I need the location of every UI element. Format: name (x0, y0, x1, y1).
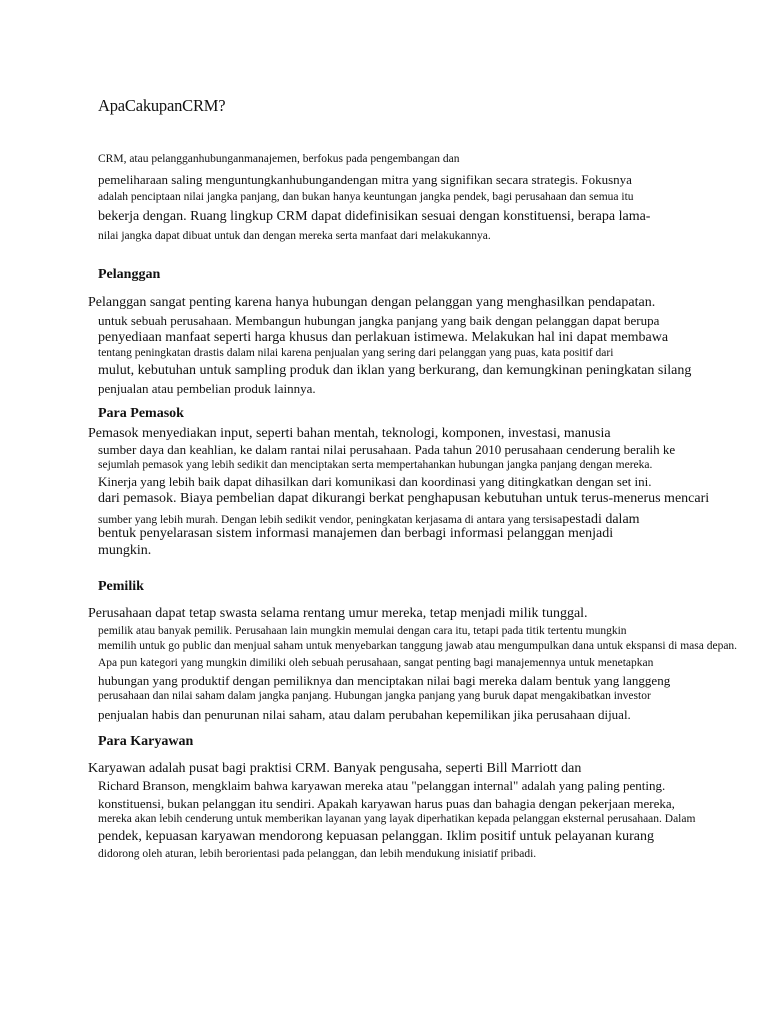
paragraph-line: bentuk penyelarasan sistem informasi manajemen dan berbagi informasi pelanggan menjadi (98, 526, 614, 541)
paragraph-line: hubungan yang produktif dengan pemiliknya dan menciptakan nilai bagi mereka dalam bentuk yang langgeng (98, 673, 671, 688)
paragraph-line: Richard Branson, mengklaim bahwa karyawan mereka atau "pelanggan internal" adalah yang paling penting. (98, 778, 666, 793)
paragraph-line-part: sumber yang lebih murah. Dengan lebih sedikit vendor, peningkatan kerjasama di antara yang tersisa (98, 514, 563, 526)
paragraph-line (98, 511, 640, 527)
paragraph-line: mulut, kebutuhan untuk sampling produk dan iklan yang berkurang, dan kemungkinan peningkatan silang (98, 363, 692, 378)
paragraph-line: penjualan atau pembelian produk lainnya. (98, 381, 316, 396)
paragraph-line: tentang peningkatan drastis dalam nilai karena penjualan yang sering dari pelanggan yang puas, kata positif dari (98, 347, 614, 359)
intro-line: adalah penciptaan nilai jangka panjang, dan bukan hanya keuntungan jangka pendek, bagi perusahaan dan semua itu (98, 191, 634, 203)
paragraph-line: memilih untuk go public dan menjual saham untuk menyebarkan tanggung jawab atau mengumpulkan dana untuk ekspansi di masa depan. (98, 640, 738, 652)
paragraph-line: untuk sebuah perusahaan. Membangun hubungan jangka panjang yang baik dengan pelanggan dapat berupa (98, 313, 660, 328)
intro-line-text: CRM, atau pelangganhubunganmanajemen, berfokus pada pengembangan dan (98, 153, 460, 165)
paragraph-line: penyediaan manfaat seperti harga khusus dan perlakuan istimewa. Melakukan hal ini dapat membawa (98, 330, 669, 345)
paragraph-line: pendek, kepuasan karyawan mendorong kepuasan pelanggan. Iklim positif untuk pelayanan kurang (98, 829, 654, 844)
page-title: ApaCakupanCRM? (98, 96, 226, 115)
paragraph-line: Pelanggan sangat penting karena hanya hubungan dengan pelanggan yang menghasilkan pendapatan. (88, 295, 656, 310)
intro-line (98, 154, 460, 166)
paragraph-line-part: pestadi dalam (562, 512, 640, 527)
paragraph-line: konstituensi, bukan pelanggan itu sendiri. Apakah karyawan harus puas dan bahagia dengan pekerjaan mereka, (98, 796, 675, 811)
paragraph-line: dari pemasok. Biaya pembelian dapat dikurangi berkat penghapusan kebutuhan untuk terus-menerus mencari (98, 491, 710, 506)
paragraph-line: Perusahaan dapat tetap swasta selama rentang umur mereka, tetap menjadi milik tunggal. (88, 606, 588, 621)
intro-line: pemeliharaan saling menguntungkanhubungandengan mitra yang signifikan secara strategis. Fokusnya (98, 172, 632, 187)
intro-line: nilai jangka dapat dibuat untuk dan dengan mereka serta manfaat dari melakukannya. (98, 230, 491, 242)
paragraph-line: penjualan habis dan penurunan nilai saham, atau dalam perubahan kepemilikan jika perusahaan dijual. (98, 707, 631, 722)
section-heading-pemasok: Para Pemasok (98, 406, 184, 421)
paragraph-line: Karyawan adalah pusat bagi praktisi CRM. Banyak pengusaha, seperti Bill Marriott dan (88, 761, 582, 776)
paragraph-line: pemilik atau banyak pemilik. Perusahaan lain mungkin memulai dengan cara itu, tetapi pada titik tertentu mungkin (98, 625, 627, 637)
section-heading-pemilik: Pemilik (98, 579, 144, 594)
section-heading-pelanggan: Pelanggan (98, 267, 161, 282)
paragraph-line: mungkin. (98, 543, 152, 558)
paragraph-line: sumber daya dan keahlian, ke dalam rantai nilai perusahaan. Pada tahun 2010 perusahaan cenderung beralih ke (98, 442, 676, 457)
paragraph-line: Apa pun kategori yang mungkin dimiliki oleh sebuah perusahaan, sangat penting bagi manajemennya untuk menetapkan (98, 657, 654, 669)
paragraph-line: didorong oleh aturan, lebih berorientasi pada pelanggan, dan lebih mendukung inisiatif pribadi. (98, 848, 537, 860)
paragraph-line: mereka akan lebih cenderung untuk memberikan layanan yang layak diperhatikan kepada pelanggan eksternal perusahaan. Dalam (98, 813, 696, 825)
paragraph-line: Kinerja yang lebih baik dapat dihasilkan dari komunikasi dan koordinasi yang ditingkatkan dengan set ini. (98, 474, 652, 489)
intro-line: bekerja dengan. Ruang lingkup CRM dapat didefinisikan sesuai dengan konstituensi, berapa lama- (98, 209, 651, 224)
section-heading-karyawan: Para Karyawan (98, 734, 194, 749)
paragraph-line: perusahaan dan nilai saham dalam jangka panjang. Hubungan jangka panjang yang buruk dapat mengakibatkan investor (98, 690, 651, 702)
paragraph-line: sejumlah pemasok yang lebih sedikit dan menciptakan serta mempertahankan hubungan jangka panjang dengan mereka. (98, 459, 653, 471)
paragraph-line: Pemasok menyediakan input, seperti bahan mentah, teknologi, komponen, investasi, manusia (88, 426, 611, 441)
